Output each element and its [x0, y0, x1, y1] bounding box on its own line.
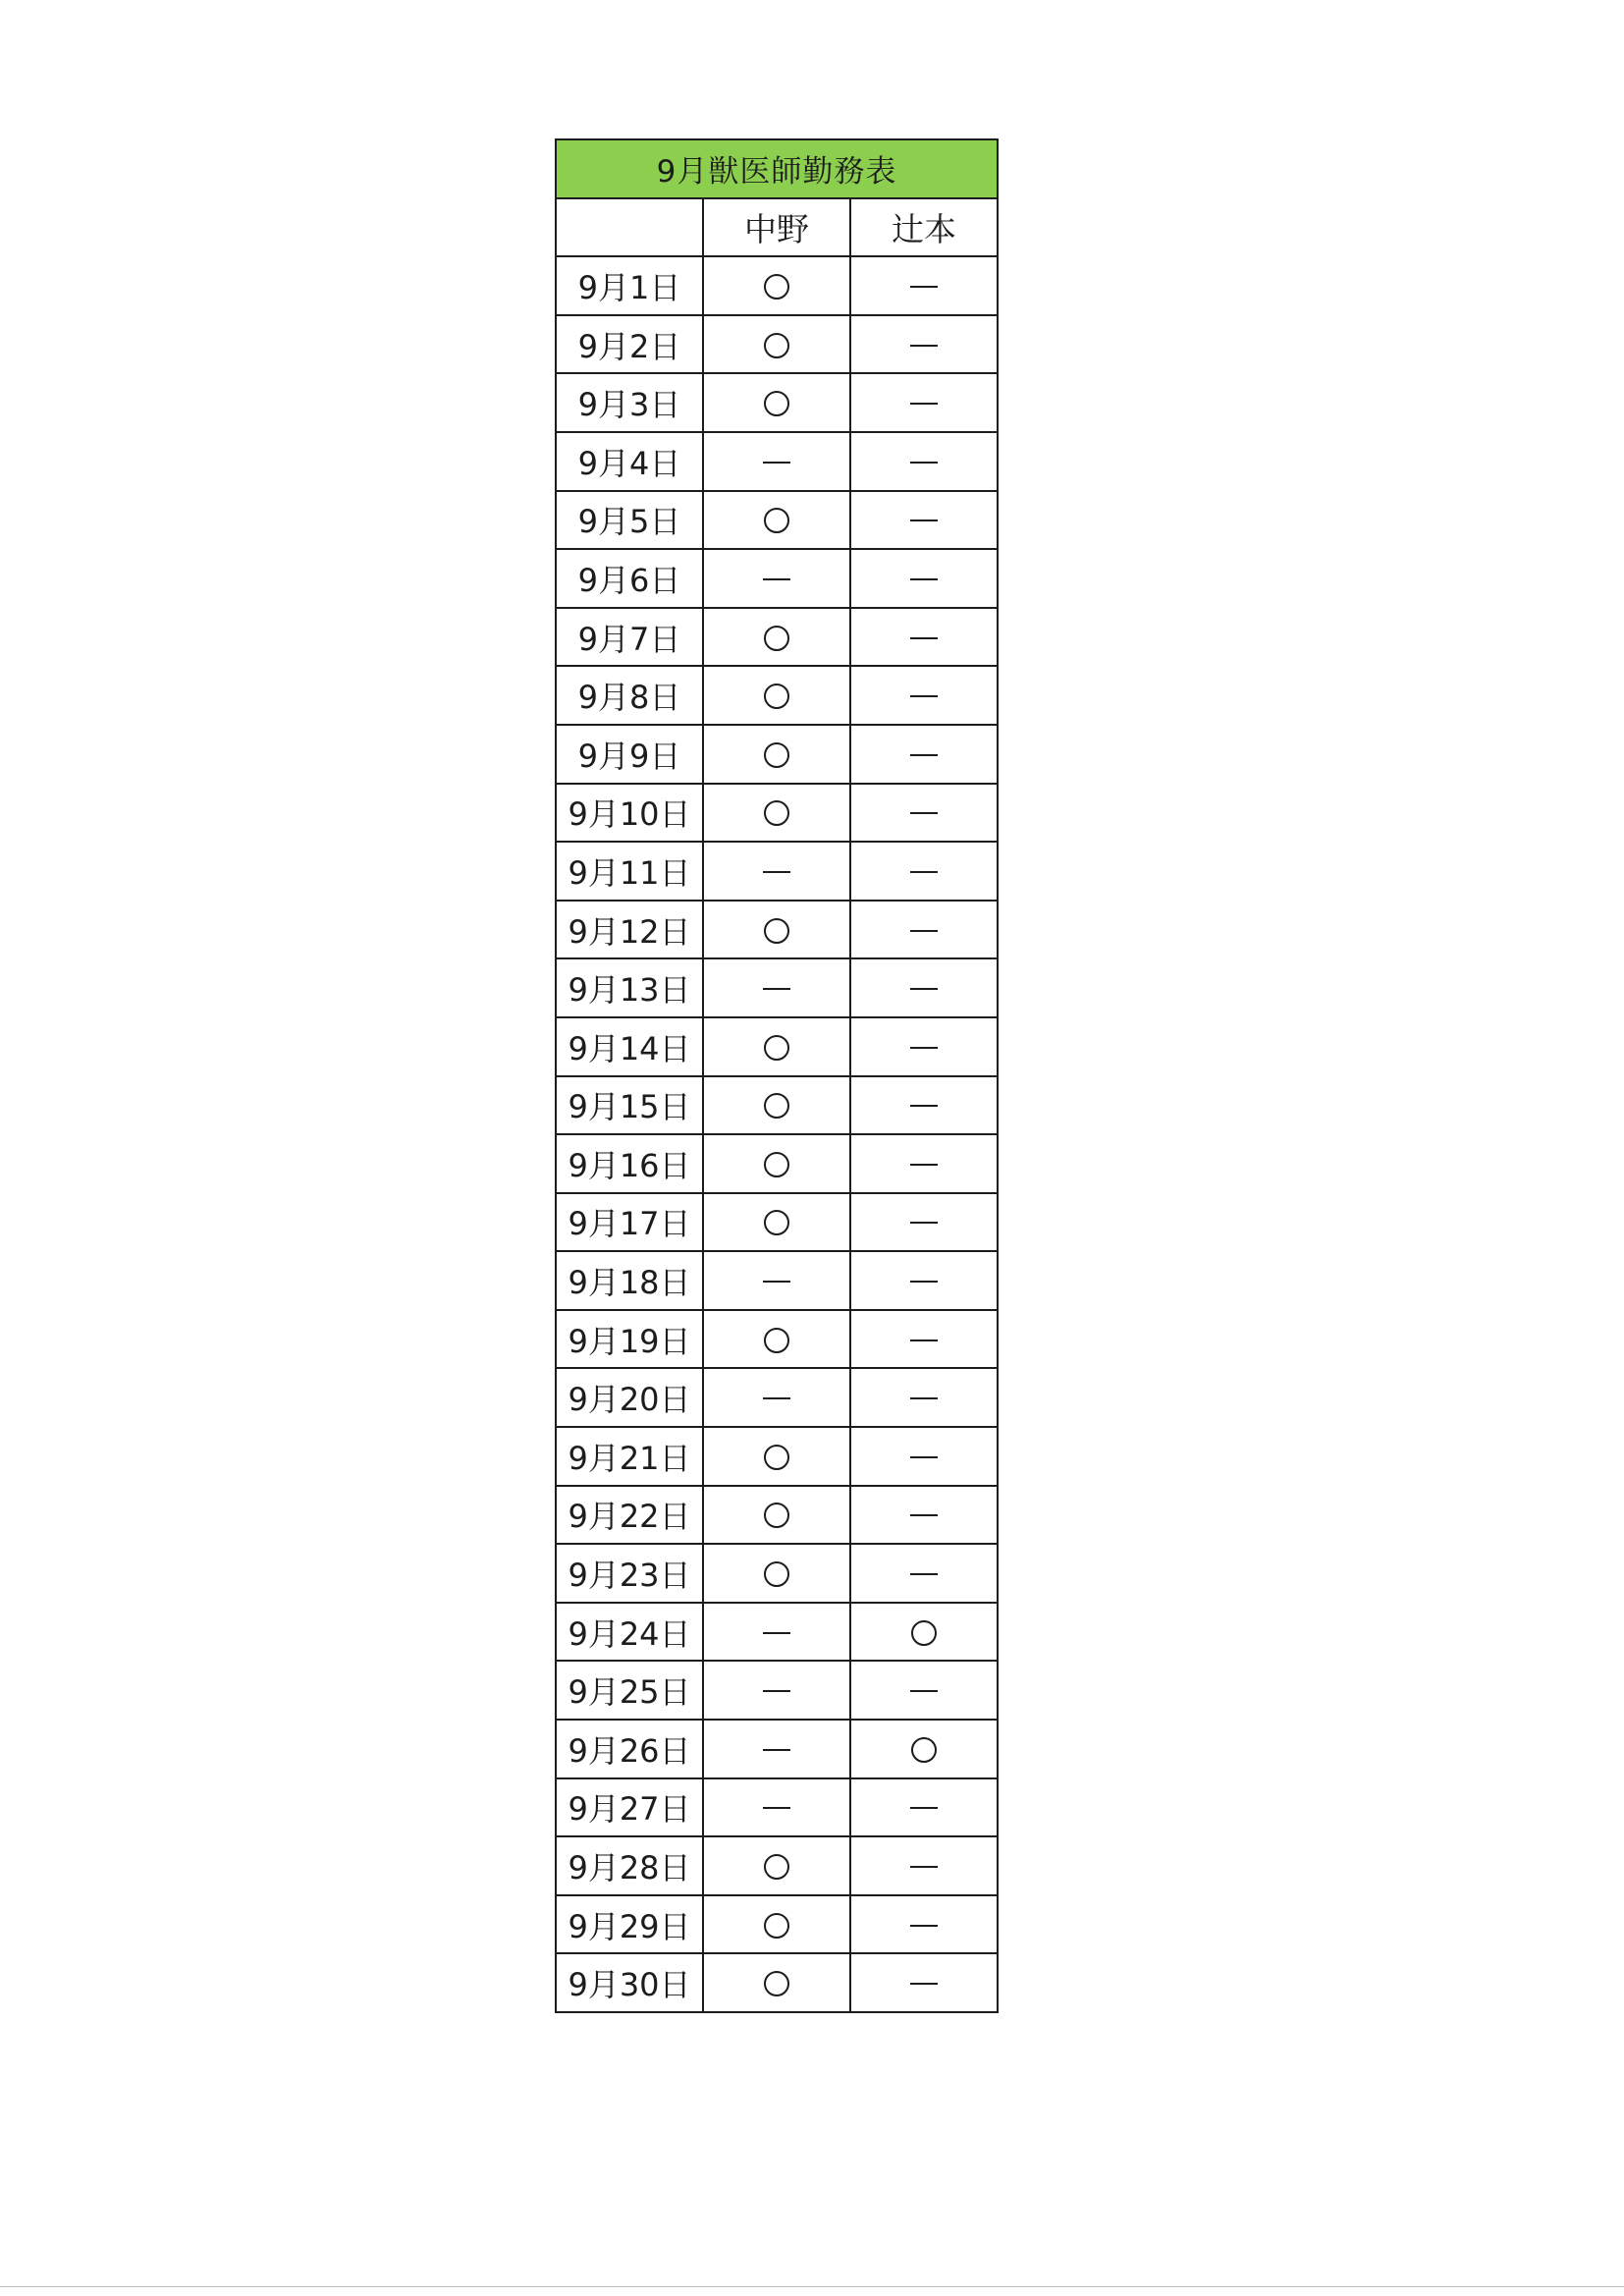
on-duty-circle-mark: [764, 1561, 789, 1587]
off-duty-dash-mark: [763, 871, 790, 873]
off-duty-dash-mark: [910, 637, 938, 639]
nakano-cell: [703, 315, 850, 374]
nakano-cell: [703, 1368, 850, 1427]
date-cell: 9月7日: [556, 608, 703, 667]
date-cell: 9月26日: [556, 1720, 703, 1778]
off-duty-dash-mark: [910, 695, 938, 697]
table-row: [556, 1544, 998, 1603]
date-cell: 9月5日: [556, 491, 703, 550]
tsujimoto-cell: [850, 432, 998, 491]
on-duty-circle-mark: [764, 1971, 789, 1996]
nakano-cell: [703, 1778, 850, 1837]
on-duty-circle-mark: [764, 274, 789, 300]
tsujimoto-cell: [850, 1017, 998, 1076]
header-corner-cell: [556, 198, 703, 257]
nakano-cell: [703, 1661, 850, 1720]
off-duty-dash-mark: [910, 930, 938, 932]
off-duty-dash-mark: [763, 1281, 790, 1283]
table-row: [556, 549, 998, 608]
off-duty-dash-mark: [910, 462, 938, 464]
table-row: [556, 1720, 998, 1778]
nakano-cell: [703, 373, 850, 432]
schedule-body: [556, 256, 998, 2012]
table-row: [556, 666, 998, 725]
date-cell: 9月29日: [556, 1895, 703, 1954]
tsujimoto-cell: [850, 1603, 998, 1662]
off-duty-dash-mark: [910, 1866, 938, 1868]
table-row: [556, 432, 998, 491]
date-cell: 9月13日: [556, 958, 703, 1017]
table-row: [556, 1368, 998, 1427]
table-row: [556, 315, 998, 374]
table-row: [556, 1953, 998, 2012]
nakano-cell: [703, 1310, 850, 1369]
off-duty-dash-mark: [910, 1047, 938, 1049]
date-cell: 9月22日: [556, 1486, 703, 1545]
nakano-cell: [703, 549, 850, 608]
header-nakano: 中野: [703, 198, 850, 257]
tsujimoto-cell: [850, 1310, 998, 1369]
date-cell: 9月28日: [556, 1836, 703, 1895]
nakano-cell: [703, 1076, 850, 1135]
tsujimoto-cell: [850, 1895, 998, 1954]
date-cell: 9月19日: [556, 1310, 703, 1369]
off-duty-dash-mark: [910, 871, 938, 873]
date-cell: 9月23日: [556, 1544, 703, 1603]
off-duty-dash-mark: [910, 1573, 938, 1575]
tsujimoto-cell: [850, 1836, 998, 1895]
off-duty-dash-mark: [910, 988, 938, 990]
on-duty-circle-mark: [764, 800, 789, 826]
tsujimoto-cell: [850, 1134, 998, 1193]
off-duty-dash-mark: [763, 462, 790, 464]
tsujimoto-cell: [850, 784, 998, 843]
nakano-cell: [703, 256, 850, 315]
nakano-cell: [703, 1193, 850, 1252]
off-duty-dash-mark: [763, 1397, 790, 1399]
off-duty-dash-mark: [910, 345, 938, 347]
tsujimoto-cell: [850, 1778, 998, 1837]
on-duty-circle-mark: [764, 508, 789, 533]
nakano-cell: [703, 1017, 850, 1076]
table-row: [556, 1486, 998, 1545]
nakano-cell: [703, 1720, 850, 1778]
off-duty-dash-mark: [763, 578, 790, 580]
nakano-cell: [703, 958, 850, 1017]
off-duty-dash-mark: [910, 1339, 938, 1341]
tsujimoto-cell: [850, 901, 998, 959]
table-row: [556, 491, 998, 550]
nakano-cell: [703, 1134, 850, 1193]
date-cell: 9月8日: [556, 666, 703, 725]
on-duty-circle-mark: [764, 1854, 789, 1880]
nakano-cell: [703, 1486, 850, 1545]
on-duty-circle-mark: [911, 1620, 937, 1646]
date-cell: 9月16日: [556, 1134, 703, 1193]
tsujimoto-cell: [850, 1193, 998, 1252]
date-cell: 9月9日: [556, 725, 703, 784]
tsujimoto-cell: [850, 725, 998, 784]
title-row: [556, 139, 998, 198]
table-title: 9月獣医師勤務表: [556, 139, 998, 198]
off-duty-dash-mark: [763, 988, 790, 990]
table-row: [556, 256, 998, 315]
on-duty-circle-mark: [764, 1503, 789, 1528]
off-duty-dash-mark: [910, 1925, 938, 1927]
off-duty-dash-mark: [910, 1514, 938, 1516]
off-duty-dash-mark: [763, 1690, 790, 1692]
tsujimoto-cell: [850, 256, 998, 315]
date-cell: 9月2日: [556, 315, 703, 374]
off-duty-dash-mark: [910, 403, 938, 405]
date-cell: 9月3日: [556, 373, 703, 432]
off-duty-dash-mark: [910, 1105, 938, 1107]
table-row: [556, 842, 998, 901]
nakano-cell: [703, 901, 850, 959]
off-duty-dash-mark: [910, 1397, 938, 1399]
tsujimoto-cell: [850, 958, 998, 1017]
schedule-table: [555, 138, 999, 2013]
table-row: [556, 373, 998, 432]
on-duty-circle-mark: [764, 683, 789, 709]
table-row: [556, 1251, 998, 1310]
table-row: [556, 1836, 998, 1895]
table-row: [556, 1895, 998, 1954]
nakano-cell: [703, 491, 850, 550]
date-cell: 9月6日: [556, 549, 703, 608]
nakano-cell: [703, 1836, 850, 1895]
page-bottom-rule: [0, 2286, 1624, 2287]
date-cell: 9月12日: [556, 901, 703, 959]
header-row: [556, 198, 998, 257]
table-row: [556, 958, 998, 1017]
nakano-cell: [703, 725, 850, 784]
table-row: [556, 1193, 998, 1252]
nakano-cell: [703, 842, 850, 901]
date-cell: 9月27日: [556, 1778, 703, 1837]
off-duty-dash-mark: [910, 1164, 938, 1166]
date-cell: 9月14日: [556, 1017, 703, 1076]
nakano-cell: [703, 432, 850, 491]
off-duty-dash-mark: [910, 1281, 938, 1283]
nakano-cell: [703, 1251, 850, 1310]
table-row: [556, 784, 998, 843]
on-duty-circle-mark: [764, 626, 789, 651]
tsujimoto-cell: [850, 1720, 998, 1778]
date-cell: 9月10日: [556, 784, 703, 843]
date-cell: 9月24日: [556, 1603, 703, 1662]
off-duty-dash-mark: [910, 1456, 938, 1458]
nakano-cell: [703, 666, 850, 725]
date-cell: 9月25日: [556, 1661, 703, 1720]
on-duty-circle-mark: [764, 1035, 789, 1061]
date-cell: 9月21日: [556, 1427, 703, 1486]
nakano-cell: [703, 784, 850, 843]
on-duty-circle-mark: [764, 918, 789, 944]
tsujimoto-cell: [850, 1427, 998, 1486]
nakano-cell: [703, 1603, 850, 1662]
date-cell: 9月18日: [556, 1251, 703, 1310]
tsujimoto-cell: [850, 1251, 998, 1310]
off-duty-dash-mark: [763, 1632, 790, 1634]
on-duty-circle-mark: [764, 1328, 789, 1353]
off-duty-dash-mark: [910, 1690, 938, 1692]
tsujimoto-cell: [850, 842, 998, 901]
table-row: [556, 1427, 998, 1486]
nakano-cell: [703, 1544, 850, 1603]
off-duty-dash-mark: [763, 1807, 790, 1809]
date-cell: 9月20日: [556, 1368, 703, 1427]
off-duty-dash-mark: [910, 519, 938, 521]
tsujimoto-cell: [850, 1544, 998, 1603]
table-row: [556, 1603, 998, 1662]
nakano-cell: [703, 608, 850, 667]
on-duty-circle-mark: [764, 333, 789, 358]
date-cell: 9月1日: [556, 256, 703, 315]
nakano-cell: [703, 1953, 850, 2012]
on-duty-circle-mark: [764, 742, 789, 768]
off-duty-dash-mark: [910, 1983, 938, 1985]
off-duty-dash-mark: [910, 286, 938, 288]
tsujimoto-cell: [850, 608, 998, 667]
tsujimoto-cell: [850, 549, 998, 608]
off-duty-dash-mark: [910, 1222, 938, 1224]
tsujimoto-cell: [850, 491, 998, 550]
on-duty-circle-mark: [911, 1737, 937, 1763]
tsujimoto-cell: [850, 1076, 998, 1135]
off-duty-dash-mark: [910, 812, 938, 814]
date-cell: 9月15日: [556, 1076, 703, 1135]
tsujimoto-cell: [850, 1953, 998, 2012]
tsujimoto-cell: [850, 1486, 998, 1545]
tsujimoto-cell: [850, 1661, 998, 1720]
date-cell: 9月4日: [556, 432, 703, 491]
on-duty-circle-mark: [764, 1093, 789, 1119]
off-duty-dash-mark: [910, 578, 938, 580]
table-row: [556, 1778, 998, 1837]
on-duty-circle-mark: [764, 391, 789, 416]
off-duty-dash-mark: [763, 1749, 790, 1751]
table-row: [556, 608, 998, 667]
tsujimoto-cell: [850, 373, 998, 432]
schedule-sheet: [555, 138, 999, 2013]
on-duty-circle-mark: [764, 1445, 789, 1470]
date-cell: 9月17日: [556, 1193, 703, 1252]
nakano-cell: [703, 1895, 850, 1954]
table-row: [556, 1134, 998, 1193]
table-row: [556, 725, 998, 784]
table-row: [556, 901, 998, 959]
on-duty-circle-mark: [764, 1913, 789, 1939]
off-duty-dash-mark: [910, 1807, 938, 1809]
tsujimoto-cell: [850, 666, 998, 725]
date-cell: 9月11日: [556, 842, 703, 901]
date-cell: 9月30日: [556, 1953, 703, 2012]
nakano-cell: [703, 1427, 850, 1486]
on-duty-circle-mark: [764, 1210, 789, 1235]
off-duty-dash-mark: [910, 754, 938, 756]
tsujimoto-cell: [850, 315, 998, 374]
on-duty-circle-mark: [764, 1152, 789, 1177]
table-row: [556, 1310, 998, 1369]
tsujimoto-cell: [850, 1368, 998, 1427]
table-row: [556, 1661, 998, 1720]
table-row: [556, 1017, 998, 1076]
header-tsujimoto: 辻本: [850, 198, 998, 257]
table-row: [556, 1076, 998, 1135]
